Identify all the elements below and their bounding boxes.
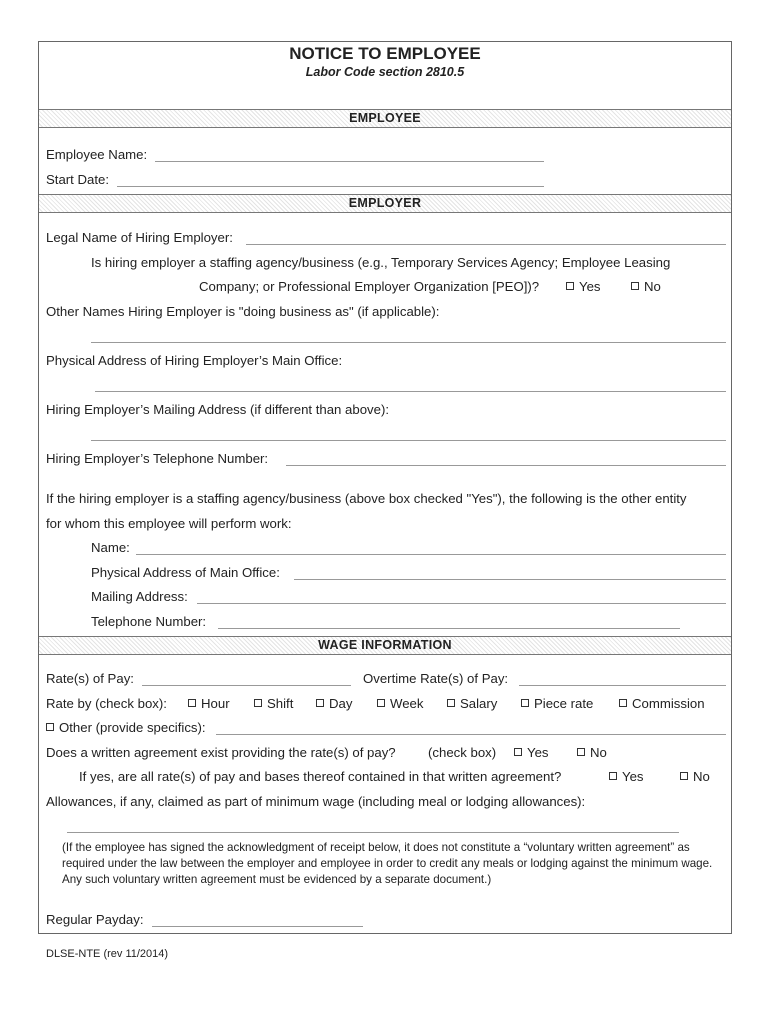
agreement-question: Does a written agreement exist providing the rate(s) of pay? bbox=[46, 745, 396, 760]
checkbox-icon[interactable] bbox=[566, 282, 574, 290]
other-names-label: Other Names Hiring Employer is "doing business as" (if applicable): bbox=[46, 304, 440, 319]
telephone-field[interactable] bbox=[286, 465, 726, 466]
agreement-no-option[interactable] bbox=[577, 745, 607, 760]
if-yes-no-label: No bbox=[693, 769, 710, 784]
section-employer: EMPLOYER bbox=[39, 194, 731, 213]
rate-option-salary[interactable] bbox=[447, 696, 497, 711]
checkbox-icon[interactable] bbox=[631, 282, 639, 290]
overtime-rate-field[interactable] bbox=[519, 685, 726, 686]
rate-of-pay-field[interactable] bbox=[142, 685, 351, 686]
checkbox-icon[interactable] bbox=[254, 699, 262, 707]
checkbox-icon[interactable] bbox=[46, 723, 54, 731]
if-yes-question: If yes, are all rate(s) of pay and bases thereof contained in that written agreement? bbox=[79, 769, 562, 784]
regular-payday-field[interactable] bbox=[152, 926, 363, 927]
rate-option-hour[interactable] bbox=[188, 696, 230, 711]
rate-option-label: Piece rate bbox=[534, 696, 594, 711]
checkbox-icon[interactable] bbox=[609, 772, 617, 780]
agreement-no-label: No bbox=[590, 745, 607, 760]
staffing-yes-label: Yes bbox=[579, 279, 601, 294]
rate-option-piece-rate[interactable] bbox=[521, 696, 593, 711]
telephone-label: Hiring Employer’s Telephone Number: bbox=[46, 451, 269, 466]
other-entity-telephone-label: Telephone Number: bbox=[91, 614, 207, 629]
other-names-field[interactable] bbox=[91, 342, 726, 343]
physical-address-label: Physical Address of Hiring Employer’s Main Office: bbox=[46, 353, 343, 368]
start-date-label: Start Date: bbox=[46, 172, 110, 187]
agreement-yes-label: Yes bbox=[527, 745, 549, 760]
allowances-field[interactable] bbox=[67, 832, 679, 833]
regular-payday-label: Regular Payday: bbox=[46, 912, 144, 927]
rate-option-label: Commission bbox=[632, 696, 705, 711]
staffing-no-option[interactable] bbox=[631, 279, 661, 294]
if-yes-no-option[interactable] bbox=[680, 769, 710, 784]
rate-option-label: Week bbox=[390, 696, 424, 711]
form-revision-footer: DLSE-NTE (rev 11/2014) bbox=[46, 948, 169, 960]
checkbox-icon[interactable] bbox=[377, 699, 385, 707]
checkbox-icon[interactable] bbox=[619, 699, 627, 707]
other-entity-telephone-field[interactable] bbox=[218, 628, 680, 629]
allowances-label: Allowances, if any, claimed as part of minimum wage (including meal or lodging allowances): bbox=[46, 794, 586, 809]
agreement-check-box-label: (check box) bbox=[428, 745, 497, 760]
staffing-note-line2: for whom this employee will perform work: bbox=[46, 516, 292, 531]
other-entity-name-label: Name: bbox=[91, 540, 130, 555]
legal-name-field[interactable] bbox=[246, 244, 726, 245]
mailing-address-label: Hiring Employer’s Mailing Address (if different than above): bbox=[46, 402, 390, 417]
rate-option-label: Day bbox=[329, 696, 353, 711]
rate-option-label: Hour bbox=[201, 696, 230, 711]
section-employee: EMPLOYEE bbox=[39, 109, 731, 128]
checkbox-icon[interactable] bbox=[447, 699, 455, 707]
rate-option-week[interactable] bbox=[377, 696, 423, 711]
checkbox-icon[interactable] bbox=[577, 748, 585, 756]
mailing-address-field[interactable] bbox=[91, 440, 726, 441]
form-title: NOTICE TO EMPLOYEE bbox=[289, 44, 481, 63]
staffing-question-line1: Is hiring employer a staffing agency/business (e.g., Temporary Services Agency; Employee Leasing bbox=[91, 255, 671, 270]
other-specifics-label: Other (provide specifics): bbox=[59, 720, 206, 735]
rate-option-commission[interactable] bbox=[619, 696, 705, 711]
other-entity-mailing-field[interactable] bbox=[197, 603, 726, 604]
other-entity-physical-field[interactable] bbox=[294, 579, 726, 580]
if-yes-yes-label: Yes bbox=[622, 769, 644, 784]
staffing-note-line1: If the hiring employer is a staffing agency/business (above box checked "Yes"), the following is the other entity bbox=[46, 491, 687, 506]
form-subtitle: Labor Code section 2810.5 bbox=[305, 65, 465, 79]
staffing-no-label: No bbox=[644, 279, 661, 294]
section-wage: WAGE INFORMATION bbox=[39, 636, 731, 655]
rate-option-other[interactable] bbox=[46, 720, 206, 735]
other-specifics-field[interactable] bbox=[216, 734, 726, 735]
checkbox-icon[interactable] bbox=[680, 772, 688, 780]
agreement-yes-option[interactable] bbox=[514, 745, 549, 760]
overtime-rate-label: Overtime Rate(s) of Pay: bbox=[363, 671, 509, 686]
checkbox-icon[interactable] bbox=[188, 699, 196, 707]
employee-name-field[interactable] bbox=[155, 161, 544, 162]
notice-form bbox=[38, 41, 732, 934]
start-date-field[interactable] bbox=[117, 186, 544, 187]
staffing-yes-option[interactable] bbox=[566, 279, 601, 294]
other-entity-name-field[interactable] bbox=[136, 554, 726, 555]
staffing-question-line2: Company; or Professional Employer Organization [PEO])? bbox=[199, 279, 540, 294]
other-entity-mailing-label: Mailing Address: bbox=[91, 589, 188, 604]
rate-option-day[interactable] bbox=[316, 696, 352, 711]
rate-option-label: Salary bbox=[460, 696, 498, 711]
rate-by-label: Rate by (check box): bbox=[46, 696, 167, 711]
rate-option-shift[interactable] bbox=[254, 696, 293, 711]
if-yes-yes-option[interactable] bbox=[609, 769, 644, 784]
checkbox-icon[interactable] bbox=[514, 748, 522, 756]
physical-address-field[interactable] bbox=[95, 391, 726, 392]
employee-name-label: Employee Name: bbox=[46, 147, 148, 162]
rate-of-pay-label: Rate(s) of Pay: bbox=[46, 671, 134, 686]
voluntary-agreement-note: (If the employee has signed the acknowledgment of receipt below, it does not constitute a “voluntary written agreement” as required under the law between the employer and employee in order to credit any meals or lodging against the minimum wage. Any such voluntary written agreement must be evidenced by a separate document.) bbox=[62, 841, 713, 886]
checkbox-icon[interactable] bbox=[316, 699, 324, 707]
other-entity-physical-label: Physical Address of Main Office: bbox=[91, 565, 280, 580]
checkbox-icon[interactable] bbox=[521, 699, 529, 707]
legal-name-label: Legal Name of Hiring Employer: bbox=[46, 230, 233, 245]
rate-option-label: Shift bbox=[267, 696, 294, 711]
